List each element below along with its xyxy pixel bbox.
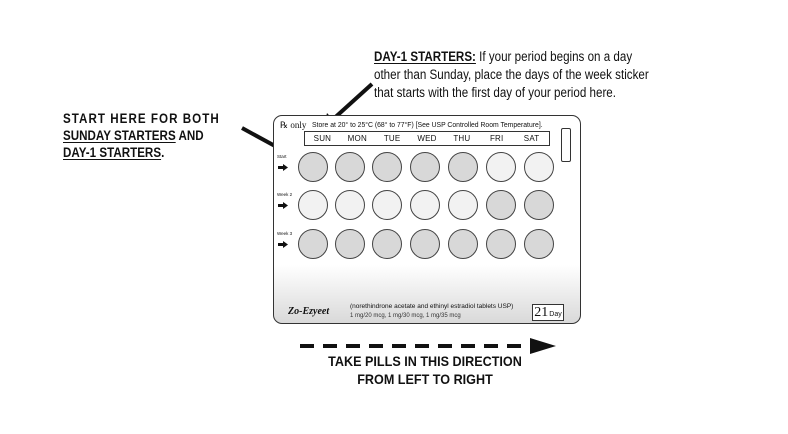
pack-day-count	[532, 304, 564, 321]
pill-week1-thu[interactable]	[448, 152, 478, 182]
pill-week1-sat[interactable]	[524, 152, 554, 182]
day1-instruction-text1: If your period begins on a day	[475, 49, 633, 64]
blister-pack-card	[273, 115, 581, 324]
day-label-sun: SUN	[313, 134, 332, 143]
sunday-starters-rest: AND	[175, 128, 204, 143]
pill-week2-thu[interactable]	[448, 190, 478, 220]
drug-description: (norethindrone acetate and ethinyl estradiol tablets USP)	[350, 303, 514, 310]
pill-week2-wed[interactable]	[410, 190, 440, 220]
day-label-fri: FRI	[489, 134, 504, 143]
pill-week2-mon[interactable]	[335, 190, 365, 220]
pill-week3-tue[interactable]	[372, 229, 402, 259]
week-label-3: Week 3	[277, 231, 293, 236]
pill-week1-sun[interactable]	[298, 152, 328, 182]
week-arrow-icon	[278, 241, 288, 248]
pill-week2-sat[interactable]	[524, 190, 554, 220]
pill-week1-tue[interactable]	[372, 152, 402, 182]
day1-instruction-line2: other than Sunday, place the days of the week sticker	[374, 67, 649, 82]
pill-week2-sun[interactable]	[298, 190, 328, 220]
day-label-tue: TUE	[383, 134, 401, 143]
pill-week3-fri[interactable]	[486, 229, 516, 259]
pill-week1-fri[interactable]	[486, 152, 516, 182]
pill-grid	[274, 116, 581, 324]
storage-text: Store at 20° to 25°C (68° to 77°F) [See USP Controlled Room Temperature].	[312, 120, 543, 129]
day-label-mon: MON	[347, 134, 367, 143]
brand-logo: Zo-Ezyeet	[288, 306, 330, 317]
day1-heading: DAY-1 STARTERS:	[374, 49, 476, 64]
pill-week3-sun[interactable]	[298, 229, 328, 259]
week-arrow-icon	[278, 164, 288, 171]
pill-week3-thu[interactable]	[448, 229, 478, 259]
pack-count-unit: Day	[549, 311, 562, 318]
pill-week2-tue[interactable]	[372, 190, 402, 220]
week-label-1: Start	[277, 154, 287, 159]
dosage-description: 1 mg/20 mcg, 1 mg/30 mcg, 1 mg/35 mcg	[350, 313, 461, 319]
week-label-2: Week 2	[277, 192, 293, 197]
week-arrow-icon	[278, 202, 288, 209]
start-here-line: START HERE FOR BOTH	[63, 111, 220, 126]
direction-line1: TAKE PILLS IN THIS DIRECTION	[328, 353, 522, 369]
direction-callout	[313, 352, 538, 388]
sunday-starters-label: SUNDAY STARTERS	[63, 128, 176, 143]
direction-line2: FROM LEFT TO RIGHT	[357, 371, 493, 387]
day1-starters-label: DAY-1 STARTERS	[63, 145, 162, 160]
pack-count-number: 21	[534, 305, 549, 320]
pill-week2-fri[interactable]	[486, 190, 516, 220]
pill-week3-mon[interactable]	[335, 229, 365, 259]
day-label-sat: SAT	[523, 134, 540, 143]
day1-starters-rest: .	[161, 145, 165, 160]
pill-week3-wed[interactable]	[410, 229, 440, 259]
pill-week1-mon[interactable]	[335, 152, 365, 182]
rx-only-label: ℞ only	[280, 120, 307, 130]
day-label-thu: THU	[453, 134, 471, 143]
pill-week3-sat[interactable]	[524, 229, 554, 259]
day1-instruction-line3: that starts with the first day of your period here.	[374, 85, 616, 100]
pill-week1-wed[interactable]	[410, 152, 440, 182]
day-label-wed: WED	[417, 134, 437, 143]
